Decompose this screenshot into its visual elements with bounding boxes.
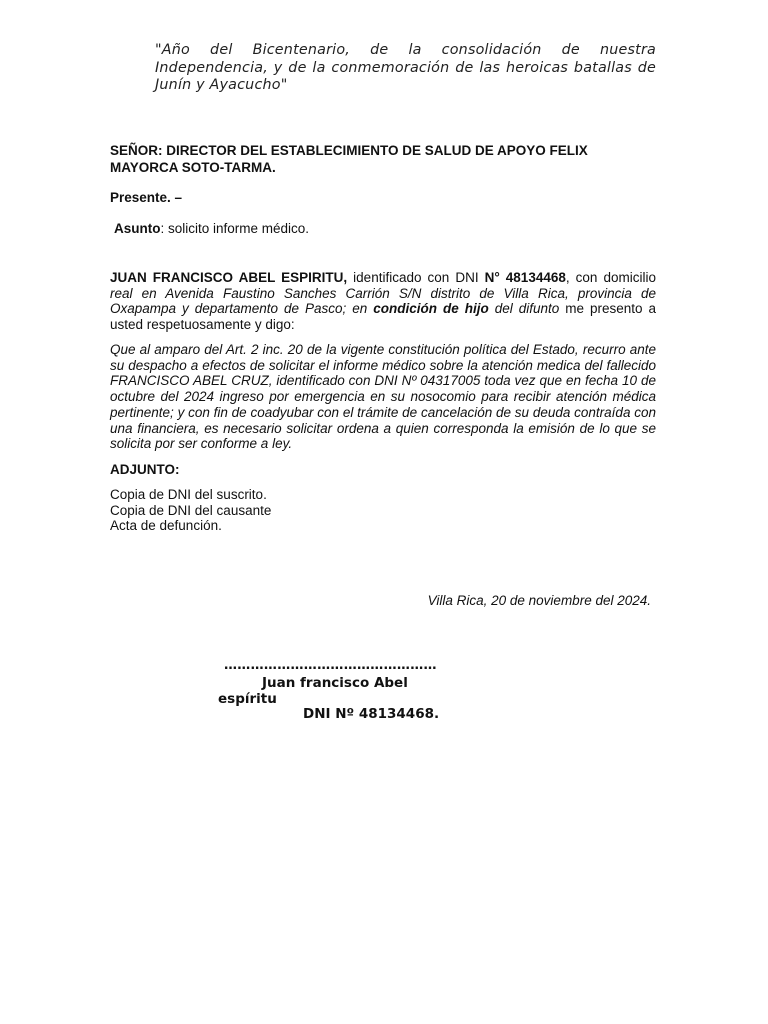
signer-name: Juan francisco Abel espíritu <box>218 675 408 707</box>
subject-text: : solicito informe médico. <box>160 221 310 236</box>
applicant-address: real en Avenida Faustino Sanches Carrión S/N distrito de Villa Rica, provincia de Oxapampa y departamento de Pasco; en <box>110 285 656 317</box>
intro-text-4: me presento a usted respetuosamente y digo: <box>110 301 657 332</box>
request-paragraph: Que al amparo del Art. 2 inc. 20 de la vigente constitución política del Estado, recurro ante su despacho a efectos de solicitar el informe médico sobre la atención medica del fallecido FRANCISCO ABEL CRUZ, identificado con DNI Nº 04317005 toda vez que en fecha 10 de octubre del 2024 ingreso por emergencia en su nosocomio para recibir atención médica pertinente; y con fin de coadyubar con el trámite de cancelación de su deuda contraída con una financiera, es necesario solicitar ordena a quien corresponda la emisión de lo que se solicita por ser conforme a ley. <box>110 342 656 452</box>
intro-text-2: , con domicilio <box>565 270 656 285</box>
attachments-heading: ADJUNTO: <box>110 462 180 477</box>
list-item: Copia de DNI del suscrito. <box>110 487 267 502</box>
signature-line: ………………………………………… <box>224 658 437 673</box>
applicant-name: JUAN FRANCISCO ABEL ESPIRITU, <box>110 270 348 285</box>
subject-line <box>114 221 660 237</box>
attachments-list <box>110 487 656 534</box>
list-item: Acta de defunción. <box>110 518 222 534</box>
signer-dni: DNI Nº 48134468. <box>303 706 440 722</box>
applicant-relation: condición de hijo <box>373 301 489 317</box>
subject-label: Asunto <box>114 221 161 236</box>
intro-text-1: identificado con DNI <box>347 270 485 285</box>
intro-text-3: del difunto <box>488 301 560 317</box>
intro-paragraph <box>110 270 656 332</box>
place-and-date: Villa Rica, 20 de noviembre del 2024. <box>427 593 651 608</box>
greeting: Presente. – <box>110 190 183 205</box>
applicant-dni: N° 48134468 <box>484 270 566 285</box>
recipient-heading: SEÑOR: DIRECTOR DEL ESTABLECIMIENTO DE SALUD DE APOYO FELIX MAYORCA SOTO-TARMA. <box>110 143 588 175</box>
list-item: Copia de DNI del causante <box>110 502 272 518</box>
year-motto: "Año del Bicentenario, de la consolidación de nuestra Independencia, y de la conmemoración de las heroicas batallas de Junín y Ayacucho" <box>155 42 656 93</box>
